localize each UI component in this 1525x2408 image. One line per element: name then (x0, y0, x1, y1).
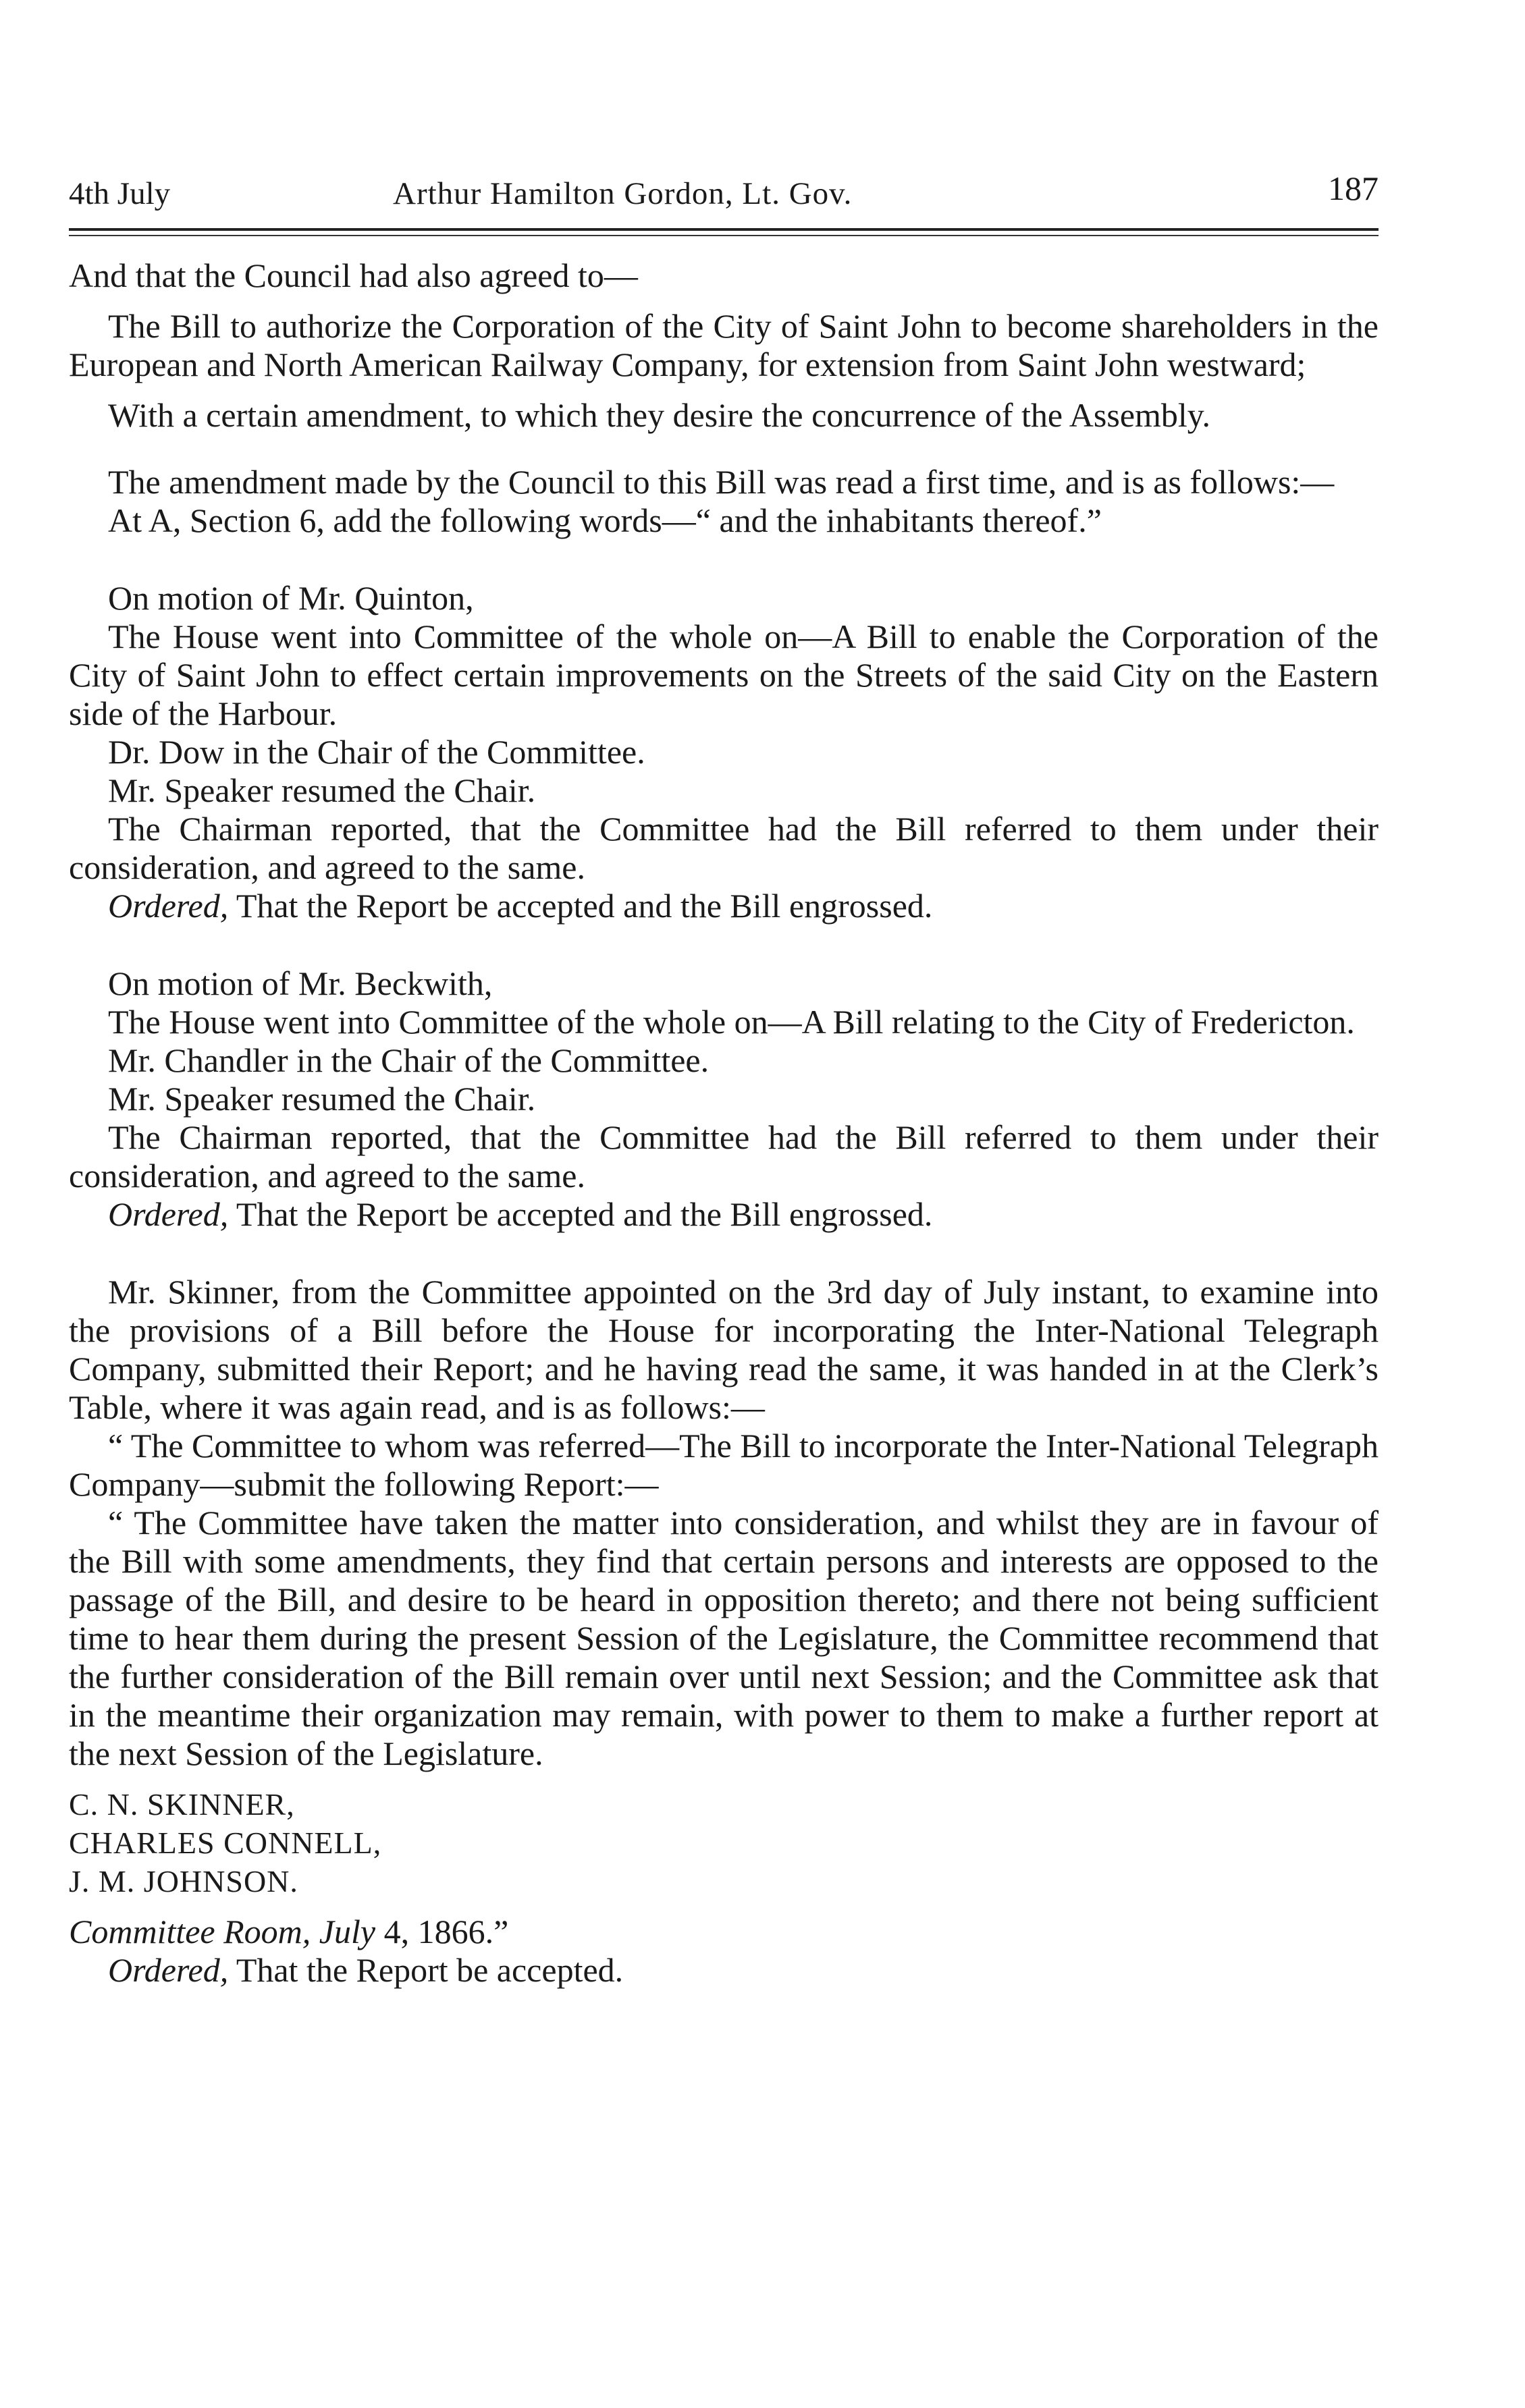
paragraph: “ The Committee to whom was referred—The Bill to incorporate the Inter-National Telegraph Company—submit the following Report:— (69, 1427, 1379, 1503)
dateline-text: 4, 1866.” (383, 1913, 509, 1950)
paragraph: The House went into Committee of the whole on—A Bill to enable the Corporation of the City of Saint John to effect certain improvements on the Streets of the said City on the Eastern side of the Harbour. (69, 618, 1379, 732)
paragraph: On motion of Mr. Beckwith, (108, 964, 493, 1002)
signature: C. N. SKINNER, (69, 1787, 295, 1822)
ordered-text: That the Report be accepted and the Bill engrossed. (236, 887, 933, 925)
header-rule-thick (69, 228, 1379, 231)
document-body (69, 256, 1379, 1990)
ordered-text: That the Report be accepted and the Bill engrossed. (236, 1195, 933, 1233)
paragraph: At A, Section 6, add the following words—“ and the inhabitants thereof.” (108, 501, 1102, 539)
paragraph: On motion of Mr. Quinton, (108, 579, 474, 617)
signature: CHARLES CONNELL, (69, 1826, 382, 1860)
page-number: 187 (1328, 169, 1379, 207)
closing-italic: Ordered, (108, 1951, 229, 1989)
paragraph: The Bill to authorize the Corporation of the City of Saint John to become shareholders in the European and North American Railway Company, for extension from Saint John westward; (69, 307, 1379, 383)
header-title: Arthur Hamilton Gordon, Lt. Gov. (393, 176, 853, 211)
running-header (69, 169, 1379, 223)
paragraph: The amendment made by the Council to this Bill was read a first time, and is as follows:— (108, 463, 1335, 501)
ordered-line (69, 1195, 1379, 1234)
closing-line (69, 1951, 1379, 1990)
paragraph: Mr. Speaker resumed the Chair. (108, 1080, 536, 1118)
paragraph: The House went into Committee of the whole on—A Bill relating to the City of Fredericton. (108, 1003, 1355, 1041)
dateline (69, 1913, 1379, 1951)
paragraph: Mr. Chandler in the Chair of the Committee. (108, 1041, 710, 1079)
header-rule-thin (69, 235, 1379, 236)
ordered-line (69, 887, 1379, 925)
paragraph: Dr. Dow in the Chair of the Committee. (108, 733, 645, 771)
ordered-italic: Ordered, (108, 887, 229, 925)
dateline-italic: Committee Room, July (69, 1913, 376, 1950)
paragraph: And that the Council had also agreed to— (69, 256, 638, 294)
closing-text: That the Report be accepted. (236, 1951, 624, 1989)
paragraph: “ The Committee have taken the matter into consideration, and whilst they are in favour of the Bill with some amendments, they find that certain persons and interests are opposed to the passage of the Bill, and desire to be heard in opposition thereto; and there not being sufficient time to hear them during the present Session of the Legislature, the Committee recommend that the further consideration of the Bill remain over until next Session; and the Committee ask that in the meantime their organization may remain, with power to them to make a further report at the next Session of the Legislature. (69, 1504, 1379, 1772)
paragraph: Mr. Skinner, from the Committee appointed on the 3rd day of July instant, to examine into the provisions of a Bill before the House for incorporating the Inter-National Telegraph Company, submitted their Report; and he having read the same, it was handed in at the Clerk’s Table, where it was again read, and is as follows:— (69, 1273, 1379, 1426)
paragraph: The Chairman reported, that the Committee had the Bill referred to them under their consideration, and agreed to the same. (69, 1118, 1379, 1195)
signature-block (69, 1785, 1379, 1900)
signature: J. M. JOHNSON. (69, 1864, 298, 1898)
paragraph: The Chairman reported, that the Committee had the Bill referred to them under their consideration, and agreed to the same. (69, 810, 1379, 886)
ordered-italic: Ordered, (108, 1195, 229, 1233)
header-date: 4th July (69, 176, 171, 211)
paragraph: Mr. Speaker resumed the Chair. (108, 771, 536, 809)
paragraph: With a certain amendment, to which they desire the concurrence of the Assembly. (108, 396, 1211, 434)
